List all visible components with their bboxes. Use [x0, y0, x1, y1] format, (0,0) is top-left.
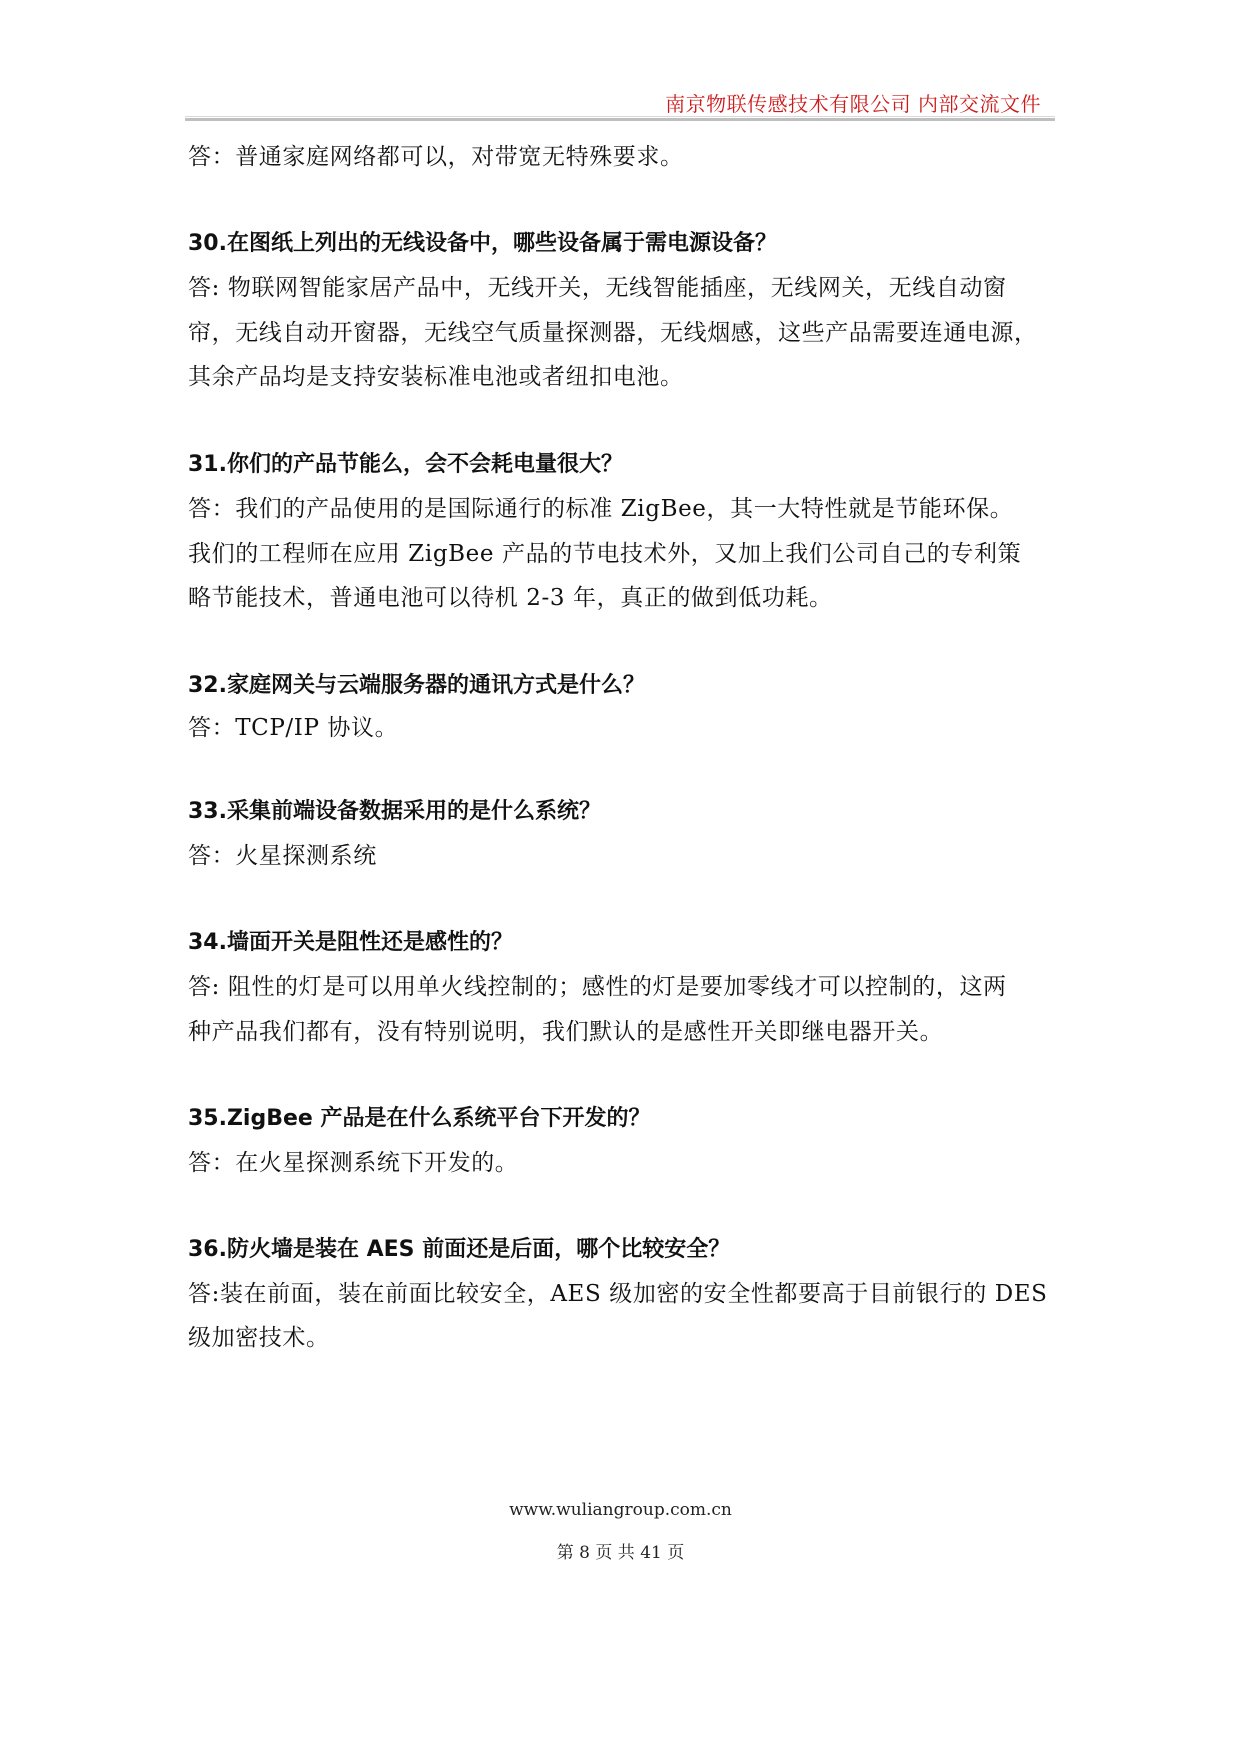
question-heading: 34.墙面开关是阻性还是感性的？: [188, 930, 513, 955]
answer-line: 答：普通家庭网络都可以，对带宽无特殊要求。: [188, 144, 684, 170]
document-header: 南京物联传感技术有限公司 内部交流文件: [665, 92, 1041, 116]
answer-line: 种产品我们都有，没有特别说明，我们默认的是感性开关即继电器开关。: [188, 1019, 944, 1045]
footer-page-number: 第 8 页 共 41 页: [556, 1543, 685, 1563]
question-heading: 30.在图纸上列出的无线设备中，哪些设备属于需电源设备？: [188, 231, 777, 256]
answer-line: 答：我们的产品使用的是国际通行的标准 ZigBee，其一大特性就是节能环保。: [188, 496, 1014, 522]
answer-line: 级加密技术。: [188, 1325, 330, 1351]
answer-line: 略节能技术，普通电池可以待机 2-3 年，真正的做到低功耗。: [188, 585, 833, 611]
question-heading: 36.防火墙是装在 AES 前面还是后面，哪个比较安全？: [188, 1237, 731, 1262]
answer-line: 答:装在前面，装在前面比较安全，AES 级加密的安全性都要高于目前银行的 DES: [188, 1281, 1048, 1307]
footer-website: www.wuliangroup.com.cn: [509, 1500, 732, 1520]
answer-line: 帘，无线自动开窗器，无线空气质量探测器，无线烟感，这些产品需要连通电源，: [188, 320, 1038, 346]
answer-line: 答：在火星探测系统下开发的。: [188, 1150, 519, 1176]
question-heading: 32.家庭网关与云端服务器的通讯方式是什么？: [188, 673, 645, 698]
answer-line: 答：TCP/IP 协议。: [188, 715, 399, 741]
question-heading: 35.ZigBee 产品是在什么系统平台下开发的？: [188, 1106, 651, 1131]
answer-line: 答：火星探测系统: [188, 843, 377, 869]
answer-line: 答: 物联网智能家居产品中，无线开关，无线智能插座，无线网关，无线自动窗: [188, 275, 1007, 301]
answer-line: 其余产品均是支持安装标准电池或者纽扣电池。: [188, 364, 684, 390]
answer-line: 答: 阻性的灯是可以用单火线控制的；感性的灯是要加零线才可以控制的，这两: [188, 974, 1007, 1000]
question-heading: 31.你们的产品节能么，会不会耗电量很大？: [188, 452, 623, 477]
answer-line: 我们的工程师在应用 ZigBee 产品的节电技术外，又加上我们公司自己的专利策: [188, 541, 1022, 567]
question-heading: 33.采集前端设备数据采用的是什么系统？: [188, 799, 601, 824]
